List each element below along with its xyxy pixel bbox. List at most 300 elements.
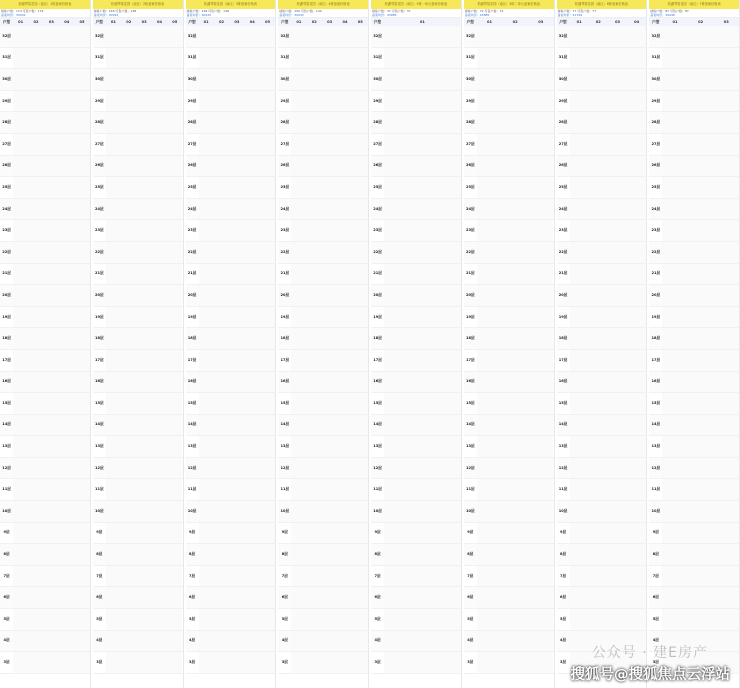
unit-cell[interactable] (13, 523, 28, 544)
unit-cell[interactable] (384, 415, 461, 436)
unit-cell[interactable] (570, 458, 589, 479)
unit-cell[interactable] (121, 220, 136, 241)
unit-cell[interactable] (59, 631, 74, 652)
unit-cell[interactable] (152, 372, 167, 393)
unit-cell[interactable] (608, 69, 627, 90)
unit-cell[interactable] (589, 91, 608, 112)
unit-cell[interactable] (214, 285, 229, 306)
unit-cell[interactable] (353, 393, 368, 414)
unit-cell[interactable] (245, 156, 260, 177)
unit-cell[interactable] (353, 112, 368, 133)
unit-cell[interactable] (74, 652, 89, 673)
unit-cell[interactable] (59, 372, 74, 393)
unit-cell[interactable] (260, 523, 275, 544)
unit-cell[interactable] (384, 587, 461, 608)
unit-cell[interactable] (688, 48, 714, 69)
unit-cell[interactable] (245, 372, 260, 393)
unit-cell[interactable] (245, 134, 260, 155)
unit-cell[interactable] (260, 69, 275, 90)
unit-cell[interactable] (322, 350, 337, 371)
unit-cell[interactable] (74, 458, 89, 479)
unit-cell[interactable] (502, 566, 528, 587)
unit-cell[interactable] (106, 393, 121, 414)
unit-cell[interactable] (528, 91, 554, 112)
unit-cell[interactable] (337, 631, 352, 652)
unit-cell[interactable] (713, 134, 739, 155)
unit-cell[interactable] (307, 91, 322, 112)
unit-cell[interactable] (337, 393, 352, 414)
unit-cell[interactable] (688, 544, 714, 565)
unit-cell[interactable] (353, 523, 368, 544)
unit-cell[interactable] (199, 112, 214, 133)
unit-cell[interactable] (528, 220, 554, 241)
unit-cell[interactable] (152, 69, 167, 90)
unit-cell[interactable] (384, 285, 461, 306)
unit-cell[interactable] (106, 544, 121, 565)
unit-cell[interactable] (167, 307, 182, 328)
unit-cell[interactable] (136, 566, 151, 587)
unit-cell[interactable] (199, 307, 214, 328)
unit-cell[interactable] (477, 285, 503, 306)
unit-cell[interactable] (167, 415, 182, 436)
unit-cell[interactable] (167, 26, 182, 47)
unit-cell[interactable] (214, 501, 229, 522)
unit-cell[interactable] (291, 631, 306, 652)
unit-cell[interactable] (214, 415, 229, 436)
unit-cell[interactable] (214, 328, 229, 349)
unit-cell[interactable] (688, 242, 714, 263)
unit-cell[interactable] (589, 631, 608, 652)
unit-cell[interactable] (353, 177, 368, 198)
unit-cell[interactable] (245, 91, 260, 112)
unit-cell[interactable] (74, 91, 89, 112)
unit-cell[interactable] (245, 69, 260, 90)
unit-cell[interactable] (688, 264, 714, 285)
unit-cell[interactable] (502, 26, 528, 47)
unit-cell[interactable] (59, 652, 74, 673)
unit-cell[interactable] (28, 372, 43, 393)
unit-cell[interactable] (570, 566, 589, 587)
unit-cell[interactable] (121, 652, 136, 673)
unit-cell[interactable] (260, 134, 275, 155)
unit-cell[interactable] (59, 264, 74, 285)
unit-cell[interactable] (627, 26, 646, 47)
unit-cell[interactable] (477, 523, 503, 544)
unit-cell[interactable] (136, 350, 151, 371)
unit-cell[interactable] (13, 69, 28, 90)
unit-cell[interactable] (214, 609, 229, 630)
unit-cell[interactable] (167, 566, 182, 587)
unit-cell[interactable] (44, 544, 59, 565)
unit-cell[interactable] (322, 544, 337, 565)
unit-cell[interactable] (502, 112, 528, 133)
unit-cell[interactable] (688, 523, 714, 544)
unit-cell[interactable] (528, 631, 554, 652)
unit-cell[interactable] (608, 48, 627, 69)
unit-cell[interactable] (528, 26, 554, 47)
unit-cell[interactable] (260, 26, 275, 47)
unit-cell[interactable] (589, 156, 608, 177)
unit-cell[interactable] (589, 372, 608, 393)
unit-cell[interactable] (502, 415, 528, 436)
unit-cell[interactable] (167, 177, 182, 198)
unit-cell[interactable] (608, 544, 627, 565)
unit-cell[interactable] (121, 112, 136, 133)
unit-cell[interactable] (229, 328, 244, 349)
unit-cell[interactable] (44, 479, 59, 500)
unit-cell[interactable] (608, 199, 627, 220)
unit-cell[interactable] (152, 501, 167, 522)
unit-cell[interactable] (477, 566, 503, 587)
unit-cell[interactable] (167, 458, 182, 479)
unit-cell[interactable] (59, 328, 74, 349)
unit-cell[interactable] (662, 393, 688, 414)
unit-cell[interactable] (229, 156, 244, 177)
unit-cell[interactable] (106, 199, 121, 220)
unit-cell[interactable] (106, 350, 121, 371)
unit-cell[interactable] (337, 242, 352, 263)
unit-cell[interactable] (713, 220, 739, 241)
unit-cell[interactable] (307, 372, 322, 393)
unit-cell[interactable] (570, 307, 589, 328)
unit-cell[interactable] (322, 199, 337, 220)
unit-cell[interactable] (589, 415, 608, 436)
unit-cell[interactable] (528, 285, 554, 306)
unit-cell[interactable] (13, 264, 28, 285)
unit-cell[interactable] (13, 501, 28, 522)
unit-cell[interactable] (570, 220, 589, 241)
unit-cell[interactable] (713, 609, 739, 630)
unit-cell[interactable] (121, 242, 136, 263)
unit-cell[interactable] (688, 566, 714, 587)
unit-cell[interactable] (28, 307, 43, 328)
unit-cell[interactable] (152, 26, 167, 47)
unit-cell[interactable] (384, 652, 461, 673)
unit-cell[interactable] (260, 372, 275, 393)
unit-cell[interactable] (136, 544, 151, 565)
unit-cell[interactable] (608, 177, 627, 198)
unit-cell[interactable] (337, 372, 352, 393)
unit-cell[interactable] (337, 112, 352, 133)
unit-cell[interactable] (214, 436, 229, 457)
unit-cell[interactable] (229, 587, 244, 608)
unit-cell[interactable] (528, 652, 554, 673)
unit-cell[interactable] (167, 328, 182, 349)
unit-cell[interactable] (44, 393, 59, 414)
unit-cell[interactable] (502, 156, 528, 177)
unit-cell[interactable] (136, 156, 151, 177)
unit-cell[interactable] (260, 199, 275, 220)
unit-cell[interactable] (528, 566, 554, 587)
unit-cell[interactable] (589, 544, 608, 565)
unit-cell[interactable] (570, 415, 589, 436)
unit-cell[interactable] (167, 264, 182, 285)
unit-cell[interactable] (44, 631, 59, 652)
unit-cell[interactable] (589, 523, 608, 544)
unit-cell[interactable] (291, 264, 306, 285)
unit-cell[interactable] (214, 587, 229, 608)
unit-cell[interactable] (502, 458, 528, 479)
unit-cell[interactable] (627, 544, 646, 565)
unit-cell[interactable] (245, 609, 260, 630)
unit-cell[interactable] (44, 436, 59, 457)
unit-cell[interactable] (528, 199, 554, 220)
unit-cell[interactable] (570, 544, 589, 565)
unit-cell[interactable] (28, 609, 43, 630)
unit-cell[interactable] (477, 609, 503, 630)
unit-cell[interactable] (589, 199, 608, 220)
unit-cell[interactable] (214, 652, 229, 673)
unit-cell[interactable] (28, 112, 43, 133)
unit-cell[interactable] (337, 285, 352, 306)
unit-cell[interactable] (214, 156, 229, 177)
unit-cell[interactable] (502, 523, 528, 544)
unit-cell[interactable] (713, 458, 739, 479)
unit-cell[interactable] (322, 609, 337, 630)
unit-cell[interactable] (44, 415, 59, 436)
unit-cell[interactable] (688, 458, 714, 479)
unit-cell[interactable] (229, 199, 244, 220)
unit-cell[interactable] (589, 587, 608, 608)
unit-cell[interactable] (106, 26, 121, 47)
unit-cell[interactable] (199, 587, 214, 608)
unit-cell[interactable] (627, 415, 646, 436)
unit-cell[interactable] (662, 264, 688, 285)
unit-cell[interactable] (245, 112, 260, 133)
unit-cell[interactable] (384, 436, 461, 457)
unit-cell[interactable] (167, 436, 182, 457)
unit-cell[interactable] (59, 177, 74, 198)
unit-cell[interactable] (322, 587, 337, 608)
unit-cell[interactable] (353, 587, 368, 608)
unit-cell[interactable] (688, 328, 714, 349)
unit-cell[interactable] (74, 26, 89, 47)
unit-cell[interactable] (688, 177, 714, 198)
unit-cell[interactable] (502, 307, 528, 328)
unit-cell[interactable] (106, 48, 121, 69)
unit-cell[interactable] (260, 285, 275, 306)
unit-cell[interactable] (570, 393, 589, 414)
unit-cell[interactable] (260, 242, 275, 263)
unit-cell[interactable] (199, 48, 214, 69)
unit-cell[interactable] (214, 372, 229, 393)
unit-cell[interactable] (627, 436, 646, 457)
unit-cell[interactable] (152, 48, 167, 69)
unit-cell[interactable] (307, 587, 322, 608)
unit-cell[interactable] (322, 91, 337, 112)
unit-cell[interactable] (106, 112, 121, 133)
unit-cell[interactable] (106, 220, 121, 241)
unit-cell[interactable] (28, 479, 43, 500)
unit-cell[interactable] (384, 134, 461, 155)
unit-cell[interactable] (307, 264, 322, 285)
unit-cell[interactable] (229, 26, 244, 47)
unit-cell[interactable] (121, 134, 136, 155)
unit-cell[interactable] (627, 350, 646, 371)
unit-cell[interactable] (214, 458, 229, 479)
unit-cell[interactable] (199, 436, 214, 457)
unit-cell[interactable] (688, 479, 714, 500)
unit-cell[interactable] (74, 350, 89, 371)
unit-cell[interactable] (608, 307, 627, 328)
unit-cell[interactable] (353, 609, 368, 630)
unit-cell[interactable] (589, 285, 608, 306)
unit-cell[interactable] (307, 415, 322, 436)
unit-cell[interactable] (74, 220, 89, 241)
unit-cell[interactable] (167, 242, 182, 263)
unit-cell[interactable] (337, 220, 352, 241)
unit-cell[interactable] (199, 631, 214, 652)
unit-cell[interactable] (214, 479, 229, 500)
unit-cell[interactable] (713, 523, 739, 544)
unit-cell[interactable] (502, 328, 528, 349)
unit-cell[interactable] (353, 199, 368, 220)
unit-cell[interactable] (528, 242, 554, 263)
unit-cell[interactable] (59, 199, 74, 220)
unit-cell[interactable] (477, 479, 503, 500)
unit-cell[interactable] (199, 285, 214, 306)
unit-cell[interactable] (502, 609, 528, 630)
unit-cell[interactable] (28, 501, 43, 522)
unit-cell[interactable] (260, 436, 275, 457)
unit-cell[interactable] (337, 26, 352, 47)
unit-cell[interactable] (59, 501, 74, 522)
unit-cell[interactable] (307, 156, 322, 177)
unit-cell[interactable] (322, 134, 337, 155)
unit-cell[interactable] (608, 609, 627, 630)
unit-cell[interactable] (713, 285, 739, 306)
unit-cell[interactable] (477, 587, 503, 608)
unit-cell[interactable] (528, 501, 554, 522)
unit-cell[interactable] (589, 652, 608, 673)
unit-cell[interactable] (260, 112, 275, 133)
unit-cell[interactable] (662, 307, 688, 328)
unit-cell[interactable] (713, 328, 739, 349)
unit-cell[interactable] (589, 307, 608, 328)
unit-cell[interactable] (121, 307, 136, 328)
unit-cell[interactable] (199, 69, 214, 90)
unit-cell[interactable] (121, 501, 136, 522)
unit-cell[interactable] (28, 328, 43, 349)
unit-cell[interactable] (502, 587, 528, 608)
unit-cell[interactable] (608, 134, 627, 155)
unit-cell[interactable] (353, 436, 368, 457)
unit-cell[interactable] (322, 242, 337, 263)
unit-cell[interactable] (152, 112, 167, 133)
unit-cell[interactable] (28, 566, 43, 587)
unit-cell[interactable] (477, 631, 503, 652)
unit-cell[interactable] (662, 112, 688, 133)
unit-cell[interactable] (589, 436, 608, 457)
unit-cell[interactable] (260, 479, 275, 500)
unit-cell[interactable] (44, 501, 59, 522)
unit-cell[interactable] (152, 242, 167, 263)
unit-cell[interactable] (688, 307, 714, 328)
unit-cell[interactable] (13, 436, 28, 457)
unit-cell[interactable] (713, 652, 739, 673)
unit-cell[interactable] (322, 112, 337, 133)
unit-cell[interactable] (28, 242, 43, 263)
unit-cell[interactable] (528, 264, 554, 285)
unit-cell[interactable] (627, 264, 646, 285)
unit-cell[interactable] (608, 652, 627, 673)
unit-cell[interactable] (199, 501, 214, 522)
unit-cell[interactable] (477, 199, 503, 220)
unit-cell[interactable] (106, 479, 121, 500)
unit-cell[interactable] (74, 436, 89, 457)
unit-cell[interactable] (152, 544, 167, 565)
unit-cell[interactable] (229, 544, 244, 565)
unit-cell[interactable] (322, 479, 337, 500)
unit-cell[interactable] (44, 523, 59, 544)
unit-cell[interactable] (13, 458, 28, 479)
unit-cell[interactable] (44, 350, 59, 371)
unit-cell[interactable] (662, 26, 688, 47)
unit-cell[interactable] (353, 544, 368, 565)
unit-cell[interactable] (152, 415, 167, 436)
unit-cell[interactable] (627, 69, 646, 90)
unit-cell[interactable] (199, 523, 214, 544)
unit-cell[interactable] (662, 544, 688, 565)
unit-cell[interactable] (167, 220, 182, 241)
unit-cell[interactable] (260, 350, 275, 371)
unit-cell[interactable] (136, 372, 151, 393)
unit-cell[interactable] (570, 479, 589, 500)
unit-cell[interactable] (502, 501, 528, 522)
unit-cell[interactable] (662, 631, 688, 652)
unit-cell[interactable] (291, 199, 306, 220)
unit-cell[interactable] (627, 48, 646, 69)
unit-cell[interactable] (608, 26, 627, 47)
unit-cell[interactable] (245, 26, 260, 47)
unit-cell[interactable] (260, 544, 275, 565)
unit-cell[interactable] (589, 134, 608, 155)
unit-cell[interactable] (136, 177, 151, 198)
unit-cell[interactable] (662, 372, 688, 393)
unit-cell[interactable] (502, 199, 528, 220)
unit-cell[interactable] (121, 26, 136, 47)
unit-cell[interactable] (477, 220, 503, 241)
unit-cell[interactable] (688, 220, 714, 241)
unit-cell[interactable] (307, 652, 322, 673)
unit-cell[interactable] (337, 458, 352, 479)
unit-cell[interactable] (167, 112, 182, 133)
unit-cell[interactable] (662, 48, 688, 69)
unit-cell[interactable] (528, 134, 554, 155)
unit-cell[interactable] (260, 177, 275, 198)
unit-cell[interactable] (59, 415, 74, 436)
unit-cell[interactable] (713, 26, 739, 47)
unit-cell[interactable] (245, 393, 260, 414)
unit-cell[interactable] (322, 393, 337, 414)
unit-cell[interactable] (74, 156, 89, 177)
unit-cell[interactable] (688, 652, 714, 673)
unit-cell[interactable] (477, 69, 503, 90)
unit-cell[interactable] (608, 566, 627, 587)
unit-cell[interactable] (214, 307, 229, 328)
unit-cell[interactable] (713, 91, 739, 112)
unit-cell[interactable] (136, 393, 151, 414)
unit-cell[interactable] (136, 631, 151, 652)
unit-cell[interactable] (322, 156, 337, 177)
unit-cell[interactable] (502, 436, 528, 457)
unit-cell[interactable] (13, 134, 28, 155)
unit-cell[interactable] (384, 48, 461, 69)
unit-cell[interactable] (307, 48, 322, 69)
unit-cell[interactable] (337, 501, 352, 522)
unit-cell[interactable] (608, 220, 627, 241)
unit-cell[interactable] (44, 242, 59, 263)
